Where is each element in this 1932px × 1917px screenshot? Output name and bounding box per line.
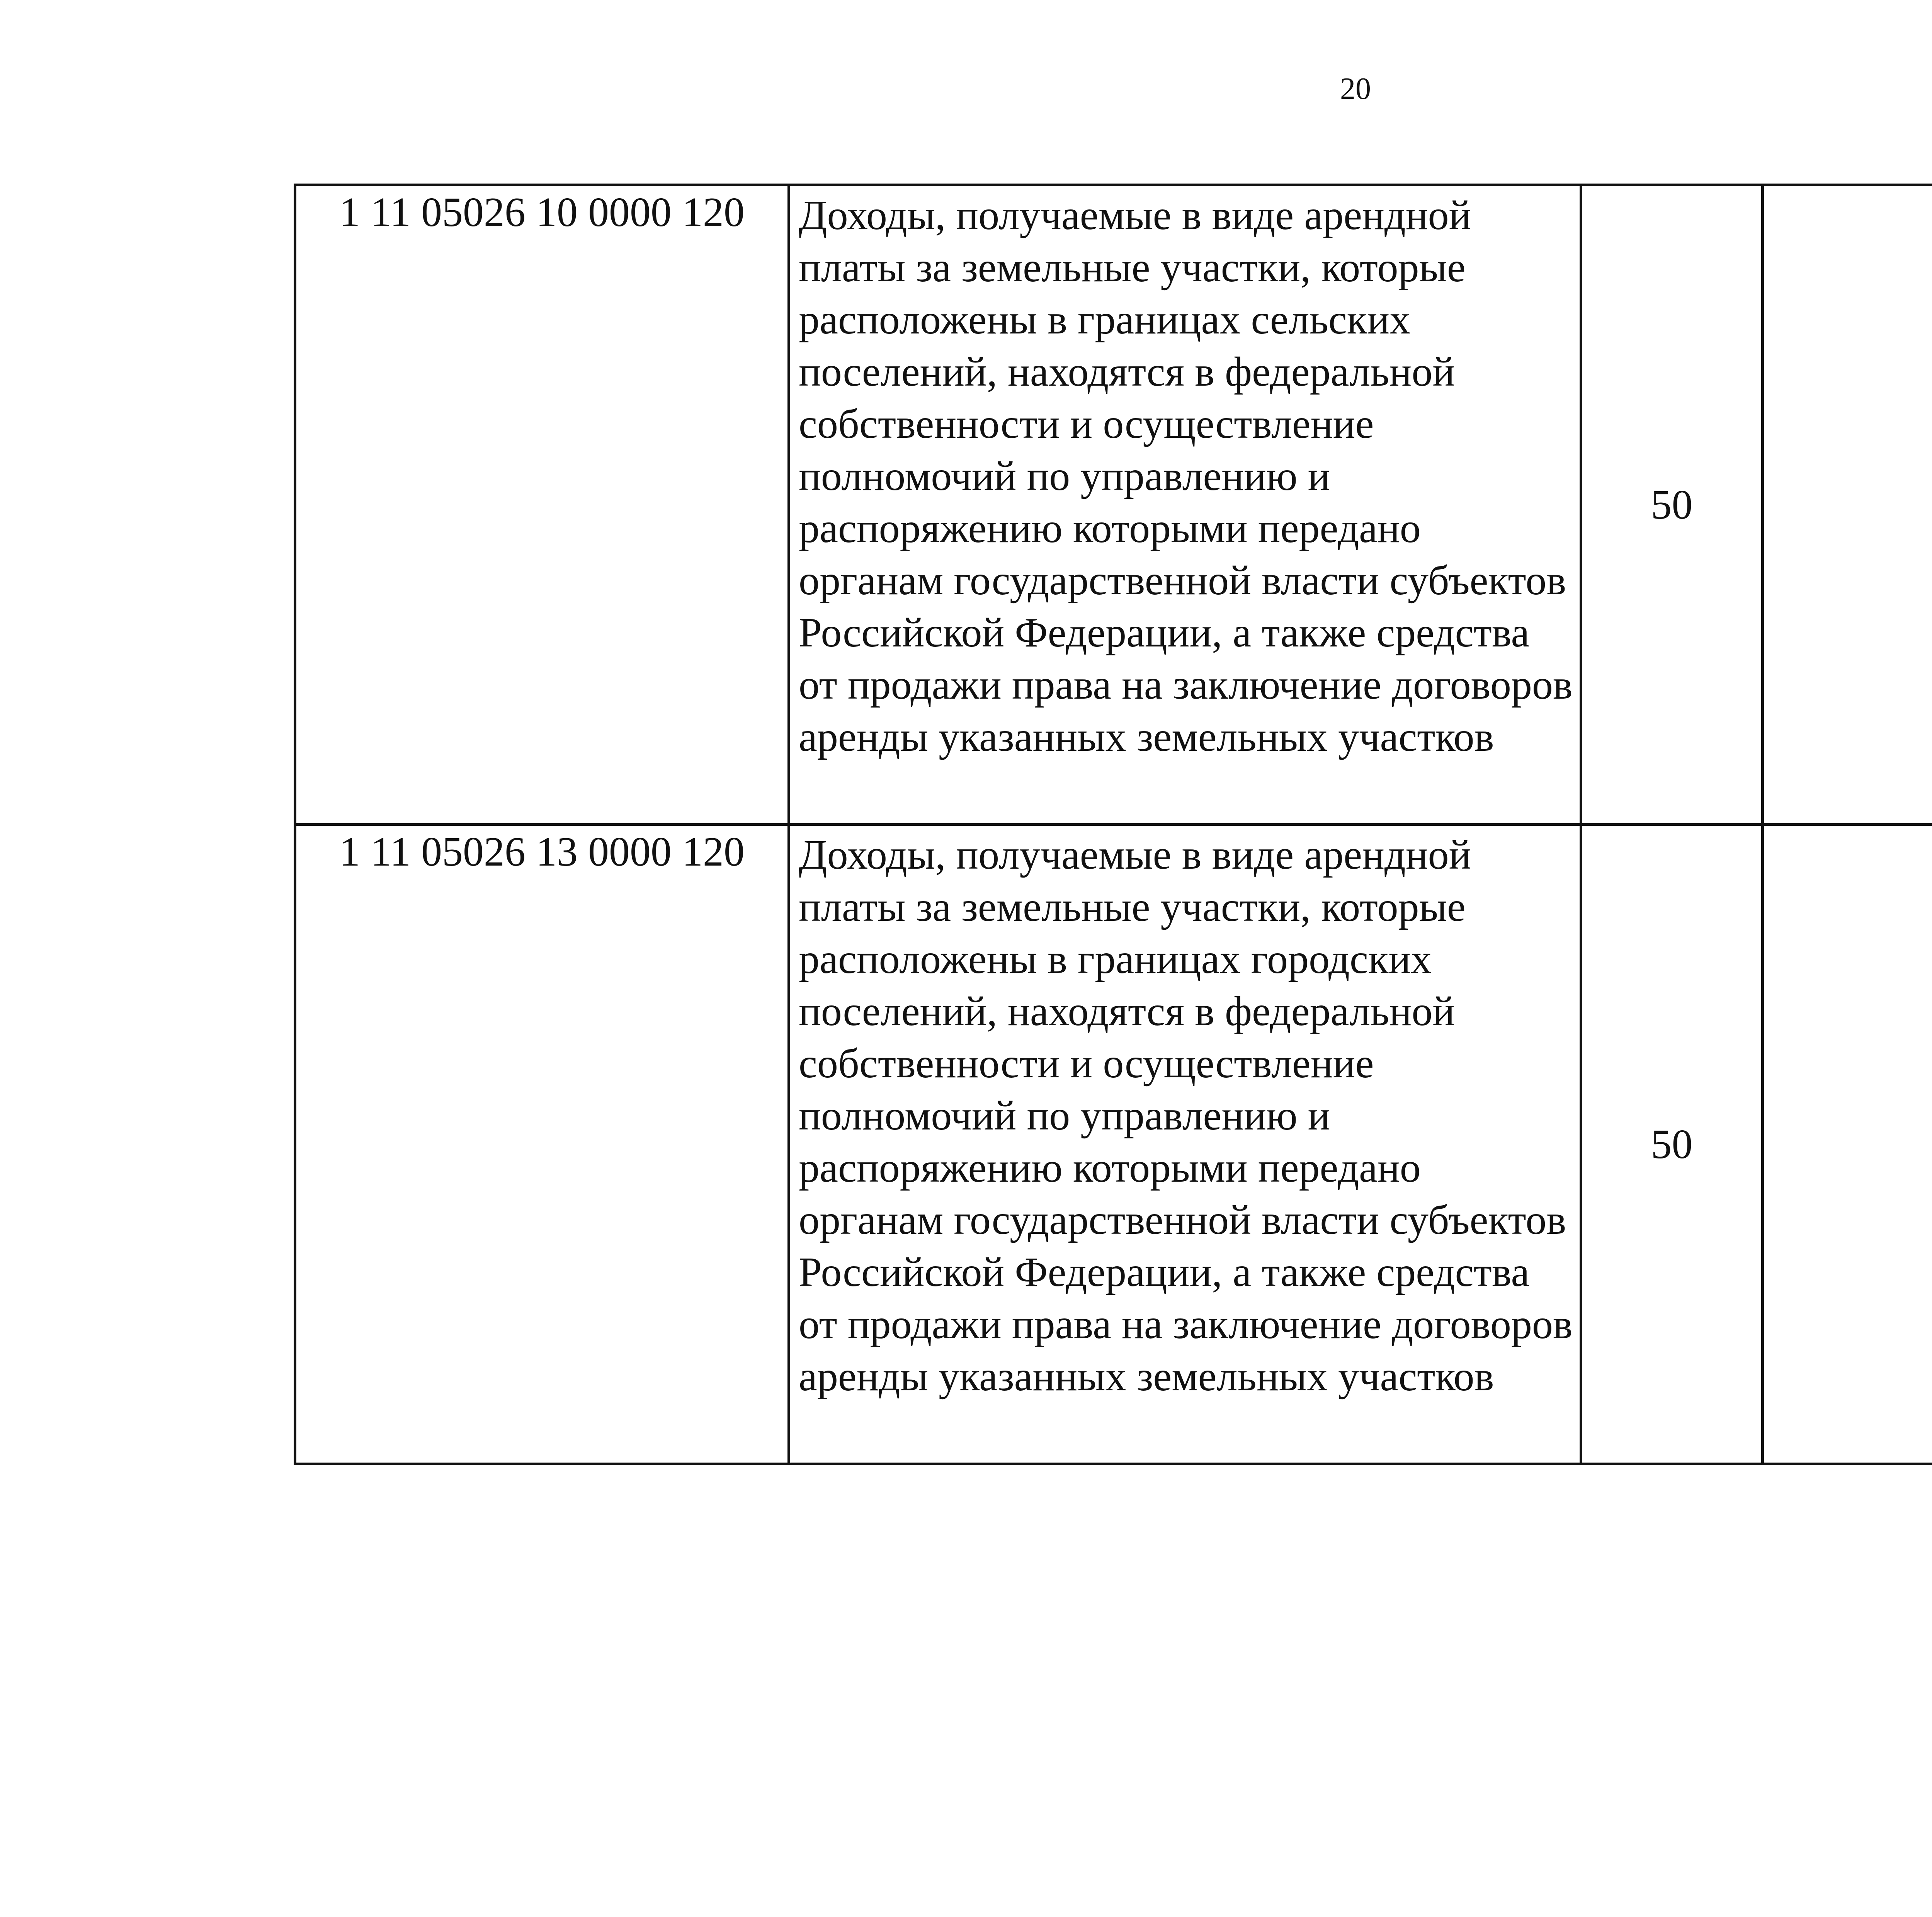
value-cell: 50: [1581, 825, 1763, 1464]
table-row: [295, 185, 1932, 825]
value-cell: [1763, 185, 1932, 825]
value-cell: [1763, 825, 1932, 1464]
budget-code-cell: 1 11 05026 13 0000 120: [295, 825, 789, 1464]
description-cell: Доходы, получаемые в виде арендной платы за земельные участки, которые расположены в границах городских поселений, находятся в федеральной собственности и осуществление полномочий по управлению и распоряжению которыми передано органам государственной власти субъектов Российской Федерации, а также средства от продажи права на заключение договоров аренды указанных земельных участков: [789, 825, 1581, 1464]
table-row: [295, 825, 1932, 1464]
budget-code-cell: 1 11 05026 10 0000 120: [295, 185, 789, 825]
page-number: 20: [1340, 72, 1371, 106]
description-cell: Доходы, получаемые в виде арендной платы за земельные участки, которые расположены в границах сельских поселений, находятся в федеральной собственности и осуществление полномочий по управлению и распоряжению которыми передано органам государственной власти субъектов Российской Федерации, а также средства от продажи права на заключение договоров аренды указанных земельных участков: [789, 185, 1581, 825]
value-cell: 50: [1581, 185, 1763, 825]
revenue-table: [294, 184, 1932, 1465]
